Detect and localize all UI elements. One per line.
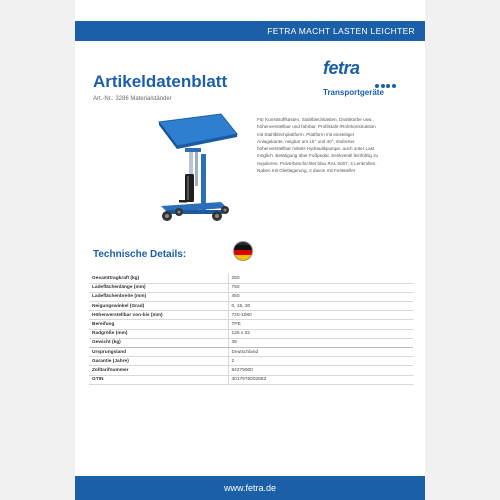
footer-banner xyxy=(75,476,425,500)
description-line: Für Kunststoffkästen, Stahlblechkästen, Drahtkörbe usw., xyxy=(257,117,374,122)
spec-value: 39 xyxy=(228,338,413,347)
description-line: regulieren. Pulverbeschichtet blau RAL 5007, 4 Lenkrollen. xyxy=(257,160,377,166)
table-row xyxy=(89,274,413,283)
description-line: Anlagekante, neigbar um 15° und 30°, stufenlos xyxy=(257,138,355,144)
spec-label: Höhenverstellbar von-bis (mm) xyxy=(89,311,228,320)
product-description xyxy=(257,116,415,174)
spec-value: 0, 15, 30 xyxy=(228,302,413,311)
spec-value: 750 xyxy=(228,283,413,292)
spec-label: Ladeflächenlänge (mm) xyxy=(89,283,228,292)
table-row xyxy=(89,357,413,366)
spec-value: 84279000 xyxy=(228,366,413,375)
spec-label: Bereifung xyxy=(89,320,228,329)
description-line: Naben mit Gleitlagerung, 2 davon mit Feststeller xyxy=(257,168,356,174)
website-link[interactable]: www.fetra.de xyxy=(223,483,277,493)
top-banner xyxy=(75,21,425,41)
table-row xyxy=(89,320,413,329)
spec-label: Garantie (Jahre) xyxy=(89,357,228,366)
table-row xyxy=(89,329,413,338)
spec-value: 2 xyxy=(228,357,413,366)
table-row xyxy=(89,366,413,375)
spec-value: 125 x 32 xyxy=(228,329,413,338)
specs-heading: Technische Details: xyxy=(93,249,187,260)
brand-tagline: Transportgeräte xyxy=(323,88,384,97)
description-line: höhenverstellbar und fahrbar. Profilstahl-/Rohrkonstruktion xyxy=(257,124,376,130)
table-row xyxy=(89,292,413,301)
spec-value: 450 xyxy=(228,292,413,301)
fetra-logo xyxy=(323,58,403,88)
spec-label: Ursprungsland xyxy=(89,348,228,357)
spec-label: Radgröße (mm) xyxy=(89,329,228,338)
table-row xyxy=(89,283,413,292)
spec-label: GTIN xyxy=(89,375,228,384)
product-image xyxy=(113,112,243,224)
made-in-germany-badge xyxy=(233,241,253,261)
table-row xyxy=(89,348,413,357)
table-row xyxy=(89,338,413,347)
spec-value: Deutschland xyxy=(228,348,413,357)
description-line: mit Stahlblechplattform. Plattform mit einseitiger xyxy=(257,131,355,137)
spec-value: TPE xyxy=(228,320,413,329)
spec-label: Gewicht (kg) xyxy=(89,338,228,347)
spec-value: 250 xyxy=(228,274,413,283)
slogan: FETRA MACHT LASTEN LEICHTER xyxy=(267,26,415,36)
table-row xyxy=(89,302,413,311)
spec-value: 720-1080 xyxy=(228,311,413,320)
description-line: höhenverstellbar mittels Hydraulikpumpe, auch unter Last xyxy=(257,146,375,152)
article-number: Art.-Nr.: 3286 Materialständer xyxy=(93,96,172,102)
specs-table xyxy=(89,274,413,385)
spec-label: Zolltarifnummer xyxy=(89,366,228,375)
datasheet-page xyxy=(75,0,425,500)
logo-word: fetra xyxy=(323,58,360,78)
spec-label: Ladeflächenbreite (mm) xyxy=(89,292,228,301)
page-title: Artikeldatenblatt xyxy=(93,72,228,91)
table-row xyxy=(89,311,413,320)
spec-label: Neigungswinkel (Grad) xyxy=(89,302,228,311)
spec-value: 4017976002863 xyxy=(228,375,413,384)
description-line: möglich. Betätigung über Fußpedal, Senkventil feinfühlig zu xyxy=(257,153,379,159)
table-row xyxy=(89,375,413,384)
spec-label: Gesamttragkraft (kg) xyxy=(89,274,228,283)
